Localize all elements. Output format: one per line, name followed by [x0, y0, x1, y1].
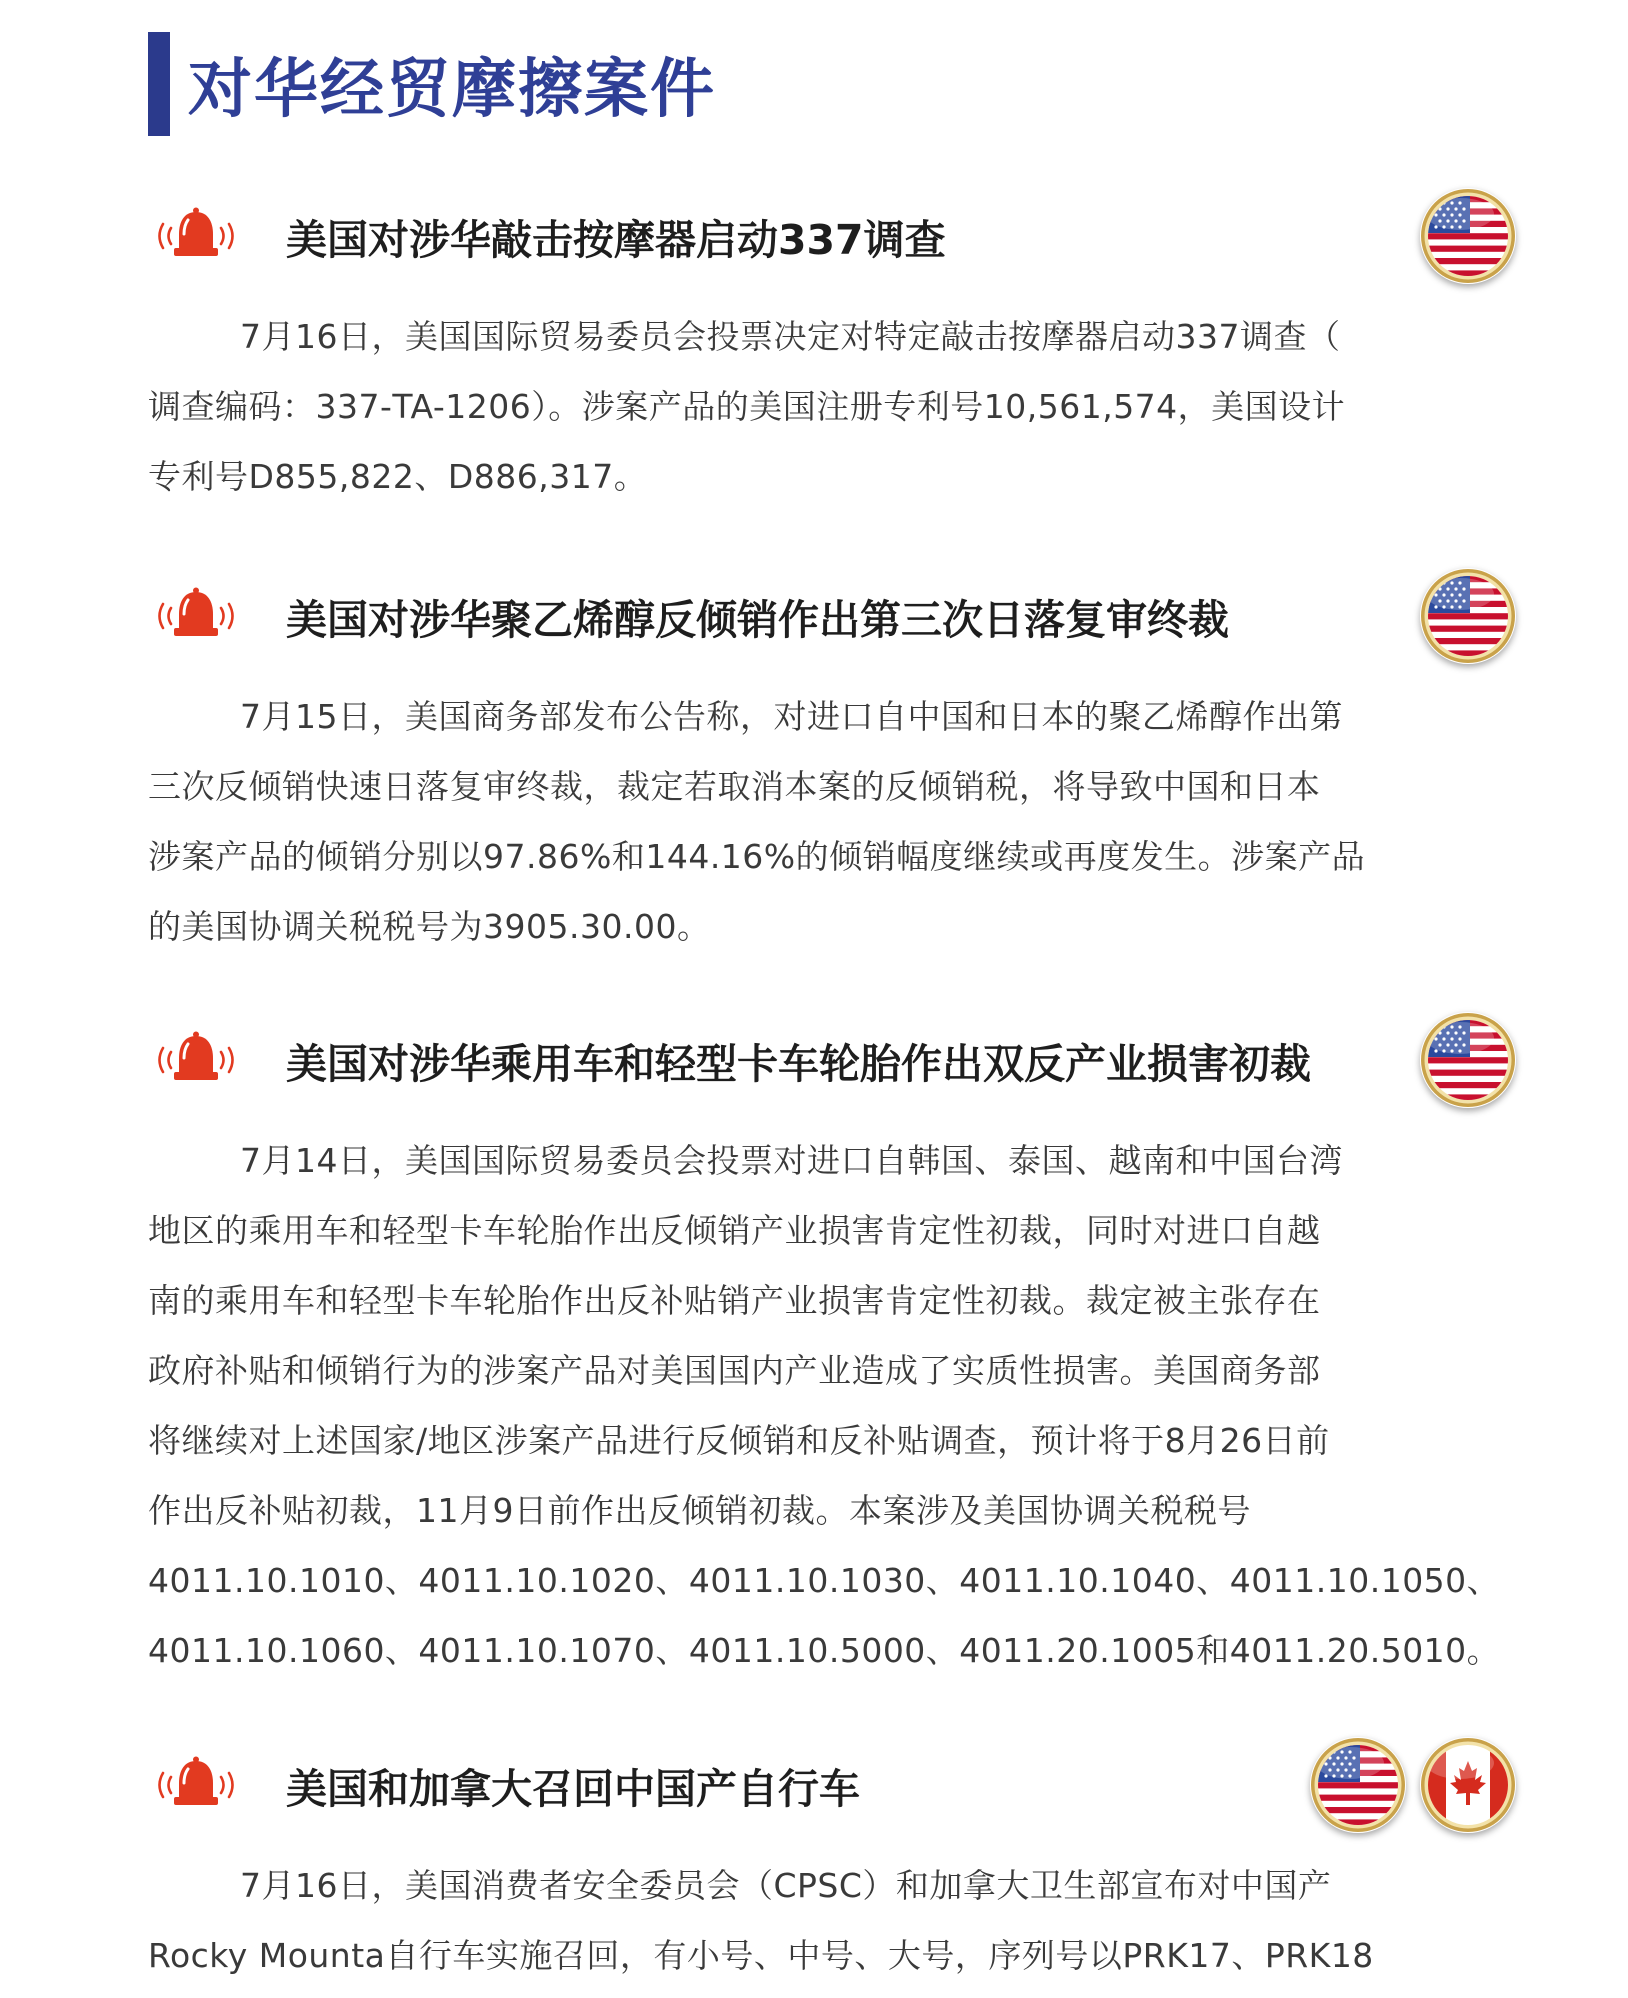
alarm-bell-icon — [148, 206, 244, 266]
body-line: 政府补贴和倾销行为的涉案产品对美国国内产业造成了实质性损害。美国商务部 — [148, 1351, 1321, 1390]
case-title: 美国和加拿大召回中国产自行车 — [286, 1764, 860, 1813]
body-line: 7月14日，美国国际贸易委员会投票对进口自韩国、泰国、越南和中国台湾 — [240, 1141, 1343, 1180]
case-header — [148, 1010, 1516, 1110]
case-item — [148, 186, 1516, 512]
case-header — [148, 1735, 1516, 1835]
us-flag-icon — [1310, 1737, 1406, 1833]
case-body — [148, 1851, 1516, 1991]
body-line: Rocky Mounta自行车实施召回，有小号、中号、大号，序列号以PRK17、PRK18 — [148, 1936, 1374, 1975]
us-flag-icon — [1420, 1012, 1516, 1108]
body-line: 调查编码：337-TA-1206）。涉案产品的美国注册专利号10,561,574，美国设计 — [148, 387, 1346, 426]
body-line: 4011.10.1010、4011.10.1020、4011.10.1030、4011.10.1040、4011.10.1050、 — [148, 1561, 1501, 1600]
section-accent-bar — [148, 32, 170, 136]
body-line: 7月15日，美国商务部发布公告称，对进口自中国和日本的聚乙烯醇作出第 — [240, 697, 1343, 736]
body-line: 作出反补贴初裁，11月9日前作出反倾销初裁。本案涉及美国协调关税税号 — [148, 1491, 1251, 1530]
case-item — [148, 566, 1516, 962]
case-item — [148, 1010, 1516, 1686]
case-title: 美国对涉华敲击按摩器启动337调查 — [286, 215, 946, 264]
body-line: 三次反倾销快速日落复审终裁，裁定若取消本案的反倾销税，将导致中国和日本 — [148, 767, 1321, 806]
alarm-bell-icon — [148, 1030, 244, 1090]
body-line: 涉案产品的倾销分别以97.86%和144.16%的倾销幅度继续或再度发生。涉案产品 — [148, 837, 1366, 876]
flag-group — [1420, 188, 1516, 284]
alarm-bell-icon — [148, 1755, 244, 1815]
case-body — [148, 302, 1516, 512]
body-line: 将继续对上述国家/地区涉案产品进行反倾销和反补贴调查，预计将于8月26日前 — [148, 1421, 1330, 1460]
case-header — [148, 566, 1516, 666]
case-body — [148, 1126, 1516, 1686]
case-header — [148, 186, 1516, 286]
flag-group — [1310, 1737, 1516, 1833]
alarm-bell-icon — [148, 586, 244, 646]
case-title: 美国对涉华乘用车和轻型卡车轮胎作出双反产业损害初裁 — [286, 1039, 1311, 1088]
case-body — [148, 682, 1516, 962]
canada-flag-icon — [1420, 1737, 1516, 1833]
body-line: 南的乘用车和轻型卡车轮胎作出反补贴销产业损害肯定性初裁。裁定被主张存在 — [148, 1281, 1321, 1320]
flag-group — [1420, 1012, 1516, 1108]
flag-group — [1420, 568, 1516, 664]
body-line: 7月16日，美国消费者安全委员会（CPSC）和加拿大卫生部宣布对中国产 — [240, 1866, 1332, 1905]
case-item — [148, 1735, 1516, 1991]
us-flag-icon — [1420, 568, 1516, 664]
section-header — [148, 32, 716, 136]
body-line: 4011.10.1060、4011.10.1070、4011.10.5000、4011.20.1005和4011.20.5010。 — [148, 1631, 1501, 1670]
section-title: 对华经贸摩擦案件 — [188, 53, 716, 127]
body-line: 地区的乘用车和轻型卡车轮胎作出反倾销产业损害肯定性初裁，同时对进口自越 — [148, 1211, 1321, 1250]
body-line: 的美国协调关税税号为3905.30.00。 — [148, 907, 711, 946]
case-title: 美国对涉华聚乙烯醇反倾销作出第三次日落复审终裁 — [286, 595, 1229, 644]
body-line: 7月16日，美国国际贸易委员会投票决定对特定敲击按摩器启动337调查（ — [240, 317, 1341, 356]
body-line: 专利号D855,822、D886,317。 — [148, 457, 648, 496]
us-flag-icon — [1420, 188, 1516, 284]
